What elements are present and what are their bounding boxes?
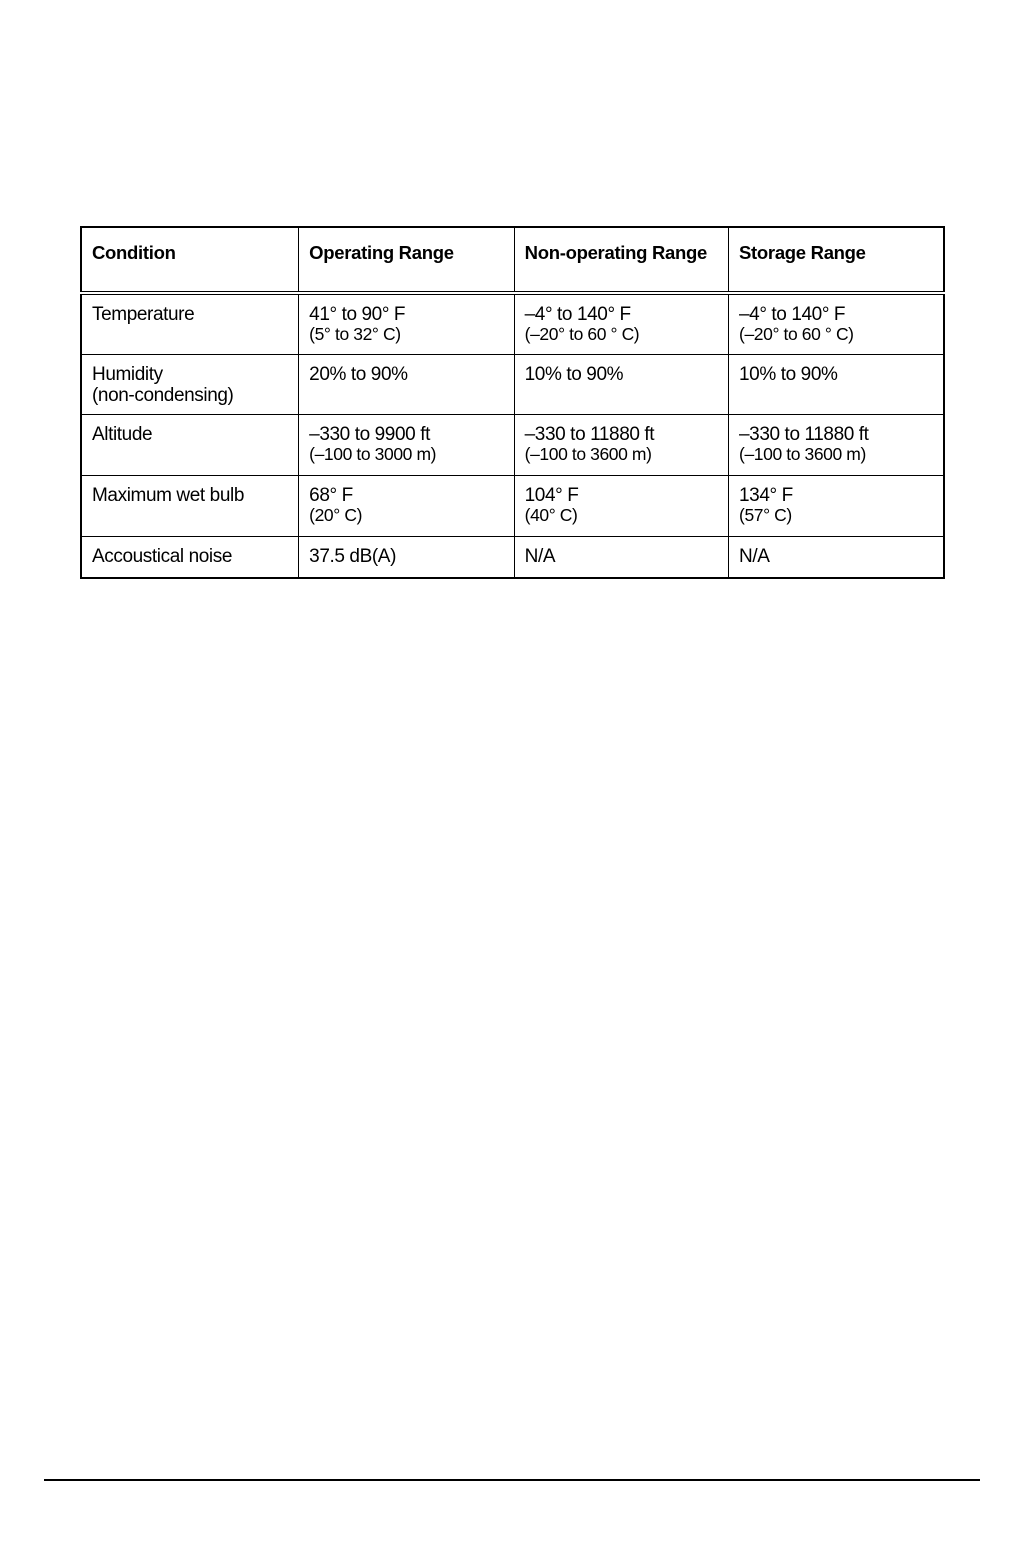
cell-storage: 134° F (57° C)	[729, 476, 944, 537]
cell-storage: –330 to 11880 ft (–100 to 3600 m)	[729, 415, 944, 476]
table-row	[81, 415, 944, 476]
cell-non-operating: –330 to 11880 ft (–100 to 3600 m)	[514, 415, 728, 476]
table-header-row	[81, 227, 944, 293]
cell-operating: 20% to 90%	[299, 355, 514, 415]
table-row	[81, 476, 944, 537]
cell-non-operating: 10% to 90%	[514, 355, 728, 415]
cell-condition: Maximum wet bulb	[81, 476, 299, 537]
cell-condition: Temperature	[81, 293, 299, 355]
table-row	[81, 355, 944, 415]
cell-non-operating: N/A	[514, 537, 728, 579]
cell-condition: Accoustical noise	[81, 537, 299, 579]
cell-condition: Humidity (non-condensing)	[81, 355, 299, 415]
header-condition: Condition	[81, 227, 299, 293]
cell-non-operating: –4° to 140° F (–20° to 60 ° C)	[514, 293, 728, 355]
cell-storage: N/A	[729, 537, 944, 579]
header-storage-range: Storage Range	[729, 227, 944, 293]
header-operating-range: Operating Range	[299, 227, 514, 293]
table-row	[81, 293, 944, 355]
cell-operating: 68° F (20° C)	[299, 476, 514, 537]
header-non-operating-range: Non-operating Range	[514, 227, 728, 293]
cell-non-operating: 104° F (40° C)	[514, 476, 728, 537]
cell-storage: 10% to 90%	[729, 355, 944, 415]
cell-condition: Altitude	[81, 415, 299, 476]
cell-operating: 41° to 90° F (5° to 32° C)	[299, 293, 514, 355]
footer-rule	[44, 1479, 980, 1481]
table-row	[81, 537, 944, 579]
environmental-spec-table	[80, 226, 945, 579]
cell-operating: 37.5 dB(A)	[299, 537, 514, 579]
cell-storage: –4° to 140° F (–20° to 60 ° C)	[729, 293, 944, 355]
cell-operating: –330 to 9900 ft (–100 to 3000 m)	[299, 415, 514, 476]
